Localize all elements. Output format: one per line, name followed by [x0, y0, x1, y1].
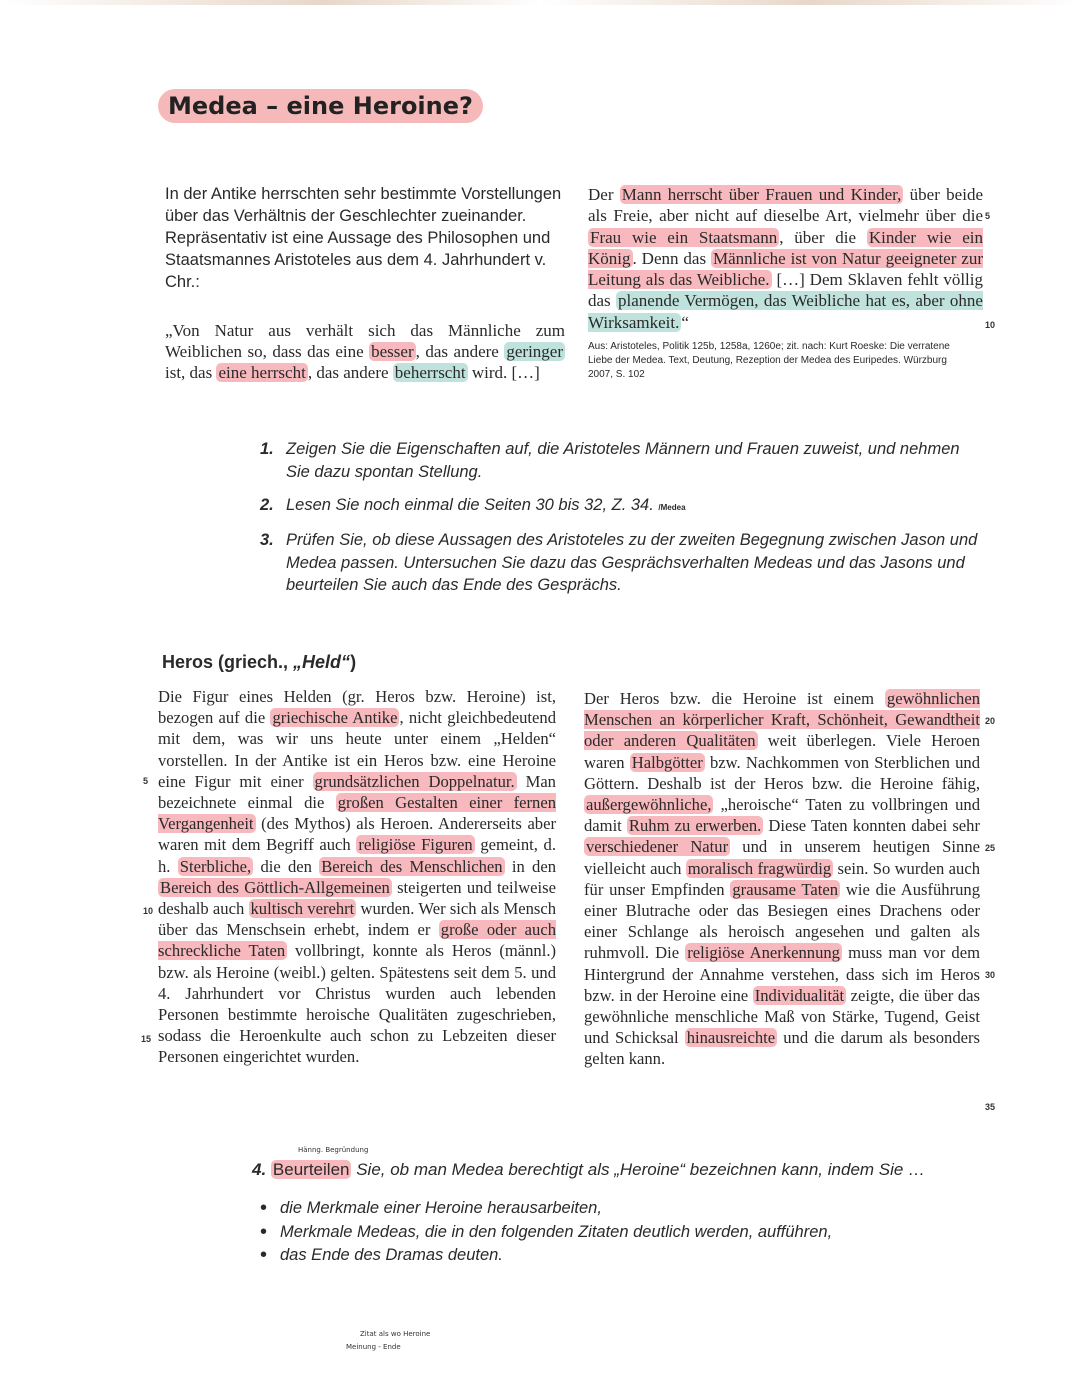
quote-left	[165, 320, 565, 383]
body-text: in den	[504, 856, 557, 876]
body-text: Diese Taten konnten dabei sehr	[763, 816, 980, 836]
highlight: griechische Antike	[272, 708, 398, 728]
quote-text: über beide als Freie, aber nicht auf dieselbe Art, vielmehr über die	[588, 185, 983, 226]
line-number: 20	[985, 716, 996, 726]
line-number: 35	[985, 1102, 996, 1112]
quote-text: . Denn das	[632, 248, 711, 268]
task-3	[260, 529, 1000, 599]
task-number: 3.	[260, 531, 274, 549]
quote-text: […] Dem Sklaven fehlt völlig das	[588, 270, 983, 311]
highlight: außergewöhnliche,	[586, 795, 712, 815]
task-text	[286, 494, 986, 520]
highlight: geringer	[506, 342, 563, 361]
highlight: Beurteilen	[272, 1160, 350, 1179]
body-text: und in unserem heutigen Sinne vielleicht auch	[584, 837, 980, 878]
task-text: Sie, ob man Medea berechtigt als „Heroine“ bezeichnen kann, indem Sie …	[351, 1160, 926, 1179]
highlight: eine herrscht	[218, 363, 306, 382]
line-number: 25	[985, 843, 996, 853]
highlight: gewöhnlichen Menschen an körperlicher Kraft, Schönheit, Gewandtheit oder anderen Qualitäten	[584, 689, 980, 751]
heading-italic: „Held“	[293, 652, 351, 672]
body-text: Die Figur eines Helden (gr. Heros bzw. Heroine) ist, bezogen auf die	[158, 687, 556, 728]
task-4	[252, 1160, 925, 1180]
highlight: grundsätzlichen Doppelnatur.	[314, 771, 515, 791]
highlight: religiöse Anerkennung	[687, 943, 840, 963]
line-number: 5	[143, 776, 149, 786]
body-text: weit überlegen. Viele Heroen waren	[584, 731, 980, 772]
handwritten-note: Meinung - Ende	[346, 1343, 401, 1351]
task-number: 2.	[260, 496, 274, 514]
highlight: religiöse Figuren	[358, 835, 473, 855]
body-text: , nicht gleichbedeutend mit dem, was wir uns heute unter einem „Helden“ vorstellen. In der Antike ist ein Heros bzw. eine Heroine eine Figur mit einer	[158, 708, 556, 791]
highlight: Bereich des Göttlich-Allgemeinen	[160, 877, 390, 897]
highlight: Frau wie ein Staatsmann	[590, 227, 778, 247]
handwritten-note: /Medea	[658, 503, 686, 512]
highlight: Männliche ist von Natur geeigneter zur Leitung als das Weibliche.	[588, 248, 984, 290]
highlight: Sterbliche,	[179, 856, 252, 876]
highlight: besser	[371, 342, 414, 361]
highlight: hinausreichte	[686, 1028, 776, 1048]
body-text: wurden. Wer sich als Mensch über das Menschsein erhebt, indem er	[158, 899, 557, 940]
highlight: beherrscht	[394, 363, 466, 382]
body-text: bzw. Nachkommen von Sterblichen und Göttern. Deshalb ist der Heros bzw. die Heroine fähig,	[584, 752, 980, 793]
heros-text-right	[584, 688, 980, 1070]
task-4-bullets	[280, 1197, 832, 1268]
heros-text-left	[158, 686, 556, 1068]
task-number: 1.	[260, 440, 274, 458]
highlight: kultisch verehrt	[250, 899, 355, 919]
body-text: Der Heros bzw. die Heroine ist einem	[584, 689, 885, 708]
body-text: „heroische“ Taten zu vollbringen und damit	[584, 795, 980, 836]
highlight: grausame Taten	[732, 879, 839, 899]
body-text: (des Mythos) als Heroen. Andererseits aber waren mit dem Begriff auch	[158, 814, 556, 855]
highlight: moralisch fragwürdig	[687, 858, 832, 878]
bullet-item: • das Ende des Dramas deuten.	[280, 1244, 832, 1268]
handwritten-note: Zitat als wo Heroine	[360, 1330, 431, 1338]
quote-text: , das andere	[307, 363, 393, 382]
line-number: 10	[143, 906, 154, 916]
body-text: die den	[253, 856, 320, 876]
highlight: große oder auch schreckliche Taten	[158, 920, 556, 961]
handwritten-note: Hänng. Begründung	[298, 1146, 369, 1154]
quote-text: , über die	[779, 227, 867, 247]
line-number: 15	[141, 1034, 152, 1044]
quote-text: “	[681, 312, 689, 332]
quote-text: „Von Natur aus verhält sich das Männliche zum Weiblichen so, dass das eine	[165, 321, 565, 361]
intro-text: In der Antike herrschten sehr bestimmte Vorstellungen über das Verhältnis der Geschlechter zueinander. Repräsentativ ist eine Aussage des Philosophen und Staatsmannes Aristoteles aus dem 4. Jahrhundert v. Chr.:	[165, 185, 562, 291]
quote-text: wird. […]	[467, 363, 540, 382]
bullet-item: • die Merkmale einer Heroine herausarbeiten,	[280, 1197, 832, 1221]
task-text: Prüfen Sie, ob diese Aussagen des Aristoteles zu der zweiten Begegnung zwischen Jason und Medea passen. Untersuchen Sie dazu das Gesprächsverhalten Medeas und das Jasons und beurteilen Sie auch das Ende des Gesprächs.	[286, 531, 978, 594]
highlight: planende Vermögen, das Weibliche hat es, aber ohne Wirksamkeit.	[588, 291, 983, 332]
quote-text: ist, das	[165, 363, 217, 382]
body-text: gemeint, d. h.	[158, 835, 556, 876]
quote-text: Der	[588, 185, 620, 204]
highlight: verschiedener Natur	[586, 837, 729, 857]
line-number: 10	[985, 320, 996, 330]
highlight: Ruhm zu erwerben.	[628, 816, 762, 836]
line-number: 5	[985, 211, 991, 221]
body-text: sein. So wurden auch für unser Empfinden	[584, 858, 980, 899]
page-title: Medea – eine Heroine?	[158, 89, 483, 123]
task-text: Zeigen Sie die Eigenschaften auf, die Aristoteles Männern und Frauen zuweist, und nehmen Sie dazu spontan Stellung.	[286, 440, 960, 481]
highlight: Halbgötter	[631, 752, 703, 772]
heading-text: Heros (griech.,	[162, 652, 294, 672]
body-text: muss man vor dem Hintergrund der Annahme verstehen, dass sich im Heros bzw. in der Heroine eine	[584, 943, 980, 1005]
highlight: Bereich des Menschlichen	[321, 856, 503, 876]
highlight: Individualität	[754, 985, 845, 1005]
task-number: 4.	[252, 1160, 267, 1179]
heros-heading	[162, 652, 356, 673]
task-1	[260, 438, 1000, 488]
highlight: großen Gestalten einer fernen Vergangenheit	[158, 793, 556, 834]
body-text: steigerten und teilweise deshalb auch	[158, 877, 556, 919]
task-text-main: Lesen Sie noch einmal die Seiten 30 bis 32, Z. 34.	[286, 496, 654, 514]
quote-right	[588, 184, 983, 333]
highlight: Kinder wie ein König	[588, 227, 983, 268]
line-number: 30	[985, 970, 996, 980]
body-text: und die darum als besonders gelten kann.	[584, 1028, 980, 1069]
quote-text: , das andere	[415, 342, 505, 361]
source-citation: Aus: Aristoteles, Politik 125b, 1258a, 1260e; zit. nach: Kurt Roeske: Die verratene Liebe der Medea. Text, Deutung, Rezeption der Medea des Euripedes. Würzburg 2007, S. 102	[588, 341, 950, 380]
body-text: vollbringt, konnte als Heros (männl.) bzw. als Heroine (weibl.) gelten. Spätestens seit dem 5. und 4. Jahrhundert vor Christus wurden auch lebenden Personen bestimmte heroische Qualitäten zugeschrieben, sodass die Heroenkulte auch schon zu Lebzeiten dieser Personen eingerichtet wurden.	[158, 941, 557, 1067]
heading-text: )	[350, 652, 357, 672]
body-text: zeigte, die über das gewöhnliche menschliche Maß von Stärke, Tugend, Geist und Schicksal	[584, 985, 980, 1048]
body-text: Man bezeichnete einmal die	[158, 771, 556, 813]
page-top-edge	[0, 0, 1080, 5]
highlight: Mann herrscht über Frauen und Kinder,	[621, 185, 902, 204]
body-text: wie die Ausführung einer Blutrache oder das Besiegen eines Drachens oder einer Schlange als heroisch angesehen und galten als ruhmvoll. Die	[584, 879, 980, 963]
bullet-item: • Merkmale Medeas, die in den folgenden Zitaten deutlich werden, aufführen,	[280, 1221, 832, 1245]
task-2	[260, 494, 1000, 519]
